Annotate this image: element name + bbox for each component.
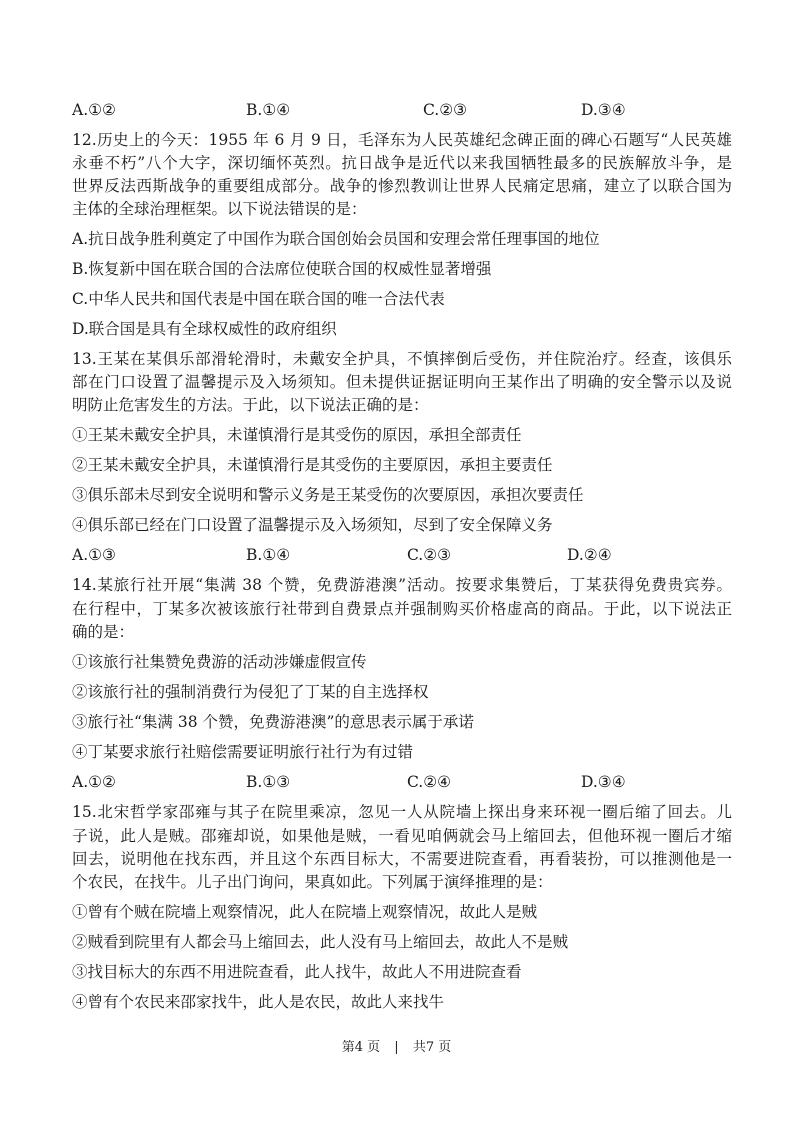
page-footer <box>0 1040 793 1056</box>
q11-option-c: C.②③ <box>423 101 468 119</box>
q11-option-a: A.①② <box>72 101 116 119</box>
q15-statement-1: ①曾有个贼在院墙上观察情况，此人在院墙上观察情况，故此人是贼 <box>72 903 538 921</box>
q12-stem-line: 永垂不朽”八个大字，深切缅怀英烈。抗日战争是近代以来我国牺牲最多的民族解放斗争，是 <box>72 154 732 172</box>
q14-statement-4: ④丁某要求旅行社赔偿需要证明旅行社行为有过错 <box>72 743 414 761</box>
q13-stem-line: 明防止危害发生的方法。于此，以下说法正确的是： <box>72 396 429 414</box>
q12-option-b: B.恢复新中国在联合国的合法席位使联合国的权威性显著增强 <box>72 260 492 278</box>
q13-statement-4: ④俱乐部已经在门口设置了温馨提示及入场须知，尽到了安全保障义务 <box>72 516 553 534</box>
q11-option-d: D.③④ <box>581 101 626 119</box>
q14-statement-1: ①该旅行社集赞免费游的活动涉嫌虚假宣传 <box>72 653 367 671</box>
q12-stem-line: 主体的全球治理框架。以下说法错误的是： <box>72 200 367 218</box>
q13-statement-3: ③俱乐部未尽到安全说明和警示义务是王某受伤的次要原因，承担次要责任 <box>72 486 584 504</box>
q15-statement-3: ③找目标大的东西不用进院查看，此人找牛，故此人不用进院查看 <box>72 963 522 981</box>
q14-option-d: D.③④ <box>581 773 626 791</box>
q12-option-d: D.联合国是具有全球权威性的政府组织 <box>72 320 337 338</box>
q13-option-d: D.②④ <box>567 546 612 564</box>
q12-stem-line: 12.历史上的今天：1955 年 6 月 9 日，毛泽东为人民英雄纪念碑正面的碑心石题写“人民英雄 <box>72 131 732 149</box>
q13-statement-1: ①王某未戴安全护具，未谨慎滑行是其受伤的原因，承担全部责任 <box>72 426 522 444</box>
q13-option-a: A.①③ <box>72 546 116 564</box>
q14-option-b: B.①③ <box>246 773 291 791</box>
q13-statement-2: ②王某未戴安全护具，未谨慎滑行是其受伤的主要原因，承担主要责任 <box>72 456 553 474</box>
q14-stem-line: 14.某旅行社开展“集满 38 个赞，免费游港澳”活动。按要求集赞后，丁某获得免费贵宾券。 <box>72 576 732 594</box>
page-number: 第4 页 <box>341 1040 381 1055</box>
q13-stem-line: 部在门口设置了温馨提示及入场须知。但未提供证据证明向王某作出了明确的安全警示以及说 <box>72 373 732 391</box>
q14-stem-line: 在行程中，丁某多次被该旅行社带到自费景点并强制购买价格虚高的商品。于此，以下说法正 <box>72 600 732 618</box>
q12-option-c: C.中华人民共和国代表是中国在联合国的唯一合法代表 <box>72 290 445 308</box>
q14-statement-2: ②该旅行社的强制消费行为侵犯了丁某的自主选择权 <box>72 683 429 701</box>
q14-option-a: A.①② <box>72 773 116 791</box>
q15-statement-2: ②贼看到院里有人都会马上缩回去，此人没有马上缩回去，故此人不是贼 <box>72 933 569 951</box>
q13-stem-line: 13.王某在某俱乐部滑轮滑时，未戴安全护具，不慎摔倒后受伤，并住院治疗。经查，该俱乐 <box>72 350 732 368</box>
q15-stem-line: 回去，说明他在找东西，并且这个东西目标大，不需要进院查看，再看装扮，可以推测他是一 <box>72 850 732 868</box>
page-total: 共7 页 <box>412 1040 452 1055</box>
q11-option-b: B.①④ <box>246 101 291 119</box>
q14-stem-line: 确的是： <box>72 623 135 641</box>
q14-option-c: C.②④ <box>407 773 452 791</box>
q15-stem-line: 子说，此人是贼。邵雍却说，如果他是贼，一看见咱俩就会马上缩回去，但他环视一圈后才缩 <box>72 827 732 845</box>
q12-stem-line: 世界反法西斯战争的重要组成部分。战争的惨烈教训让世界人民痛定思痛，建立了以联合国为 <box>72 177 732 195</box>
q13-option-b: B.①④ <box>246 546 291 564</box>
q15-stem-line: 15.北宋哲学家邵雍与其子在院里乘凉，忽见一人从院墙上探出身来环视一圈后缩了回去。儿 <box>72 803 732 821</box>
q15-stem-line: 个农民，在找牛。儿子出门询问，果真如此。下列属于演绎推理的是： <box>72 873 553 891</box>
footer-separator: | <box>394 1040 399 1055</box>
q15-statement-4: ④曾有个农民来邵家找牛，此人是农民，故此人来找牛 <box>72 993 445 1011</box>
q13-option-c: C.②③ <box>407 546 452 564</box>
q14-statement-3: ③旅行社“集满 38 个赞，免费游港澳”的意思表示属于承诺 <box>72 713 474 731</box>
q12-option-a: A.抗日战争胜利奠定了中国作为联合国创始会员国和安理会常任理事国的地位 <box>72 230 600 248</box>
